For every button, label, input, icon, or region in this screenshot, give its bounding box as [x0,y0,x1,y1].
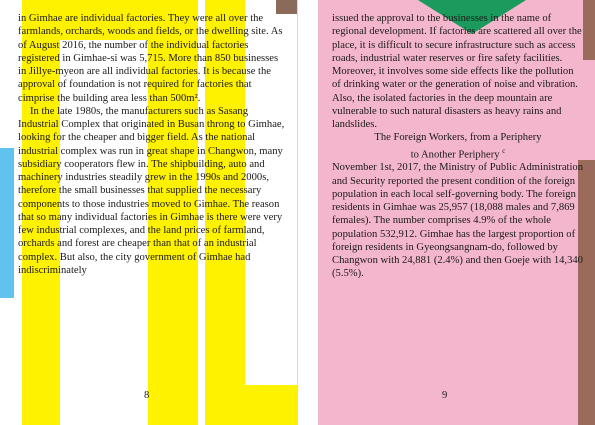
left-paragraph-2: In the late 1980s, the manufacturers such as Sasang Industrial Complex that originated in Busan throng to Gimhae, looking for the cheaper and bigger field. As the national industrial complex was run in great shape in Changwon, many subsidiary cooperators flew in. The shipbuilding, auto and machinery industries steadily grew in the 1990s and 2000s, therefore the small businesses that supplied the necessary components to those industries moved to Gimhae. The reason that so many individual factories in Gimhae is there were very few industrial complexes, and the land prices of farmland, orchards and forest are cheaper than that of an industrial complex. But also, the city government of Gimhae had indiscriminately [18,105,285,276]
brown-block [583,0,595,60]
heading-mark: c [502,146,506,155]
right-paragraph-1: issued the approval to the businesses in the name of regional development. If factories are scattered all over the place, it is difficult to secure infrastructure such as access roads, industrial water reserves or fire safety facilities. Moreover, it involves some side effects like the pollution of drinking water or the generation of noise and vibration. Also, the isolated factories in the deep mountain are vulnerable to such natural disasters as heavy rains and landslides. [332,13,582,130]
page-number-left: 8 [144,390,150,401]
left-paragraph-1: in Gimhae are individual factories. They were all over the farmlands, orchards, woods and fields, or the dwelling site. As of August 2016, the number of the individual factories registered in Gimhae-si was 5,715. More than 850 businesses in Jillye-myeon are all individual factories. It is because the approval of foundation is not required for factories that cimprise the building area less than 500m². [18,13,283,104]
page-number-right: 9 [442,390,448,401]
white-stripe [298,0,318,425]
heading-line-2: to Another Periphery [410,149,500,161]
heading-line-1: The Foreign Workers, from a Periphery [374,132,542,144]
section-heading [332,131,584,161]
yellow-block [245,385,297,425]
right-body-text [332,12,584,281]
blue-block [0,148,14,298]
right-paragraph-2: November 1st, 2017, the Ministry of Public Administration and Security reported the present condition of the foreign population in each local self-governing body. The foreign residents in Gimhae was 25,957 (18,088 males and 7,869 females). The number comprises 4.9% of the whole population 532,912. Gimhae has the largest proportion of foreign residents in Gyeongsangnam-do, followed by Changwon with 24,881 (2.4%) and then Goeje with 14,340 (5.5%). [332,162,583,280]
right-page [298,0,595,425]
left-body-text [18,12,288,277]
left-page [0,0,297,425]
